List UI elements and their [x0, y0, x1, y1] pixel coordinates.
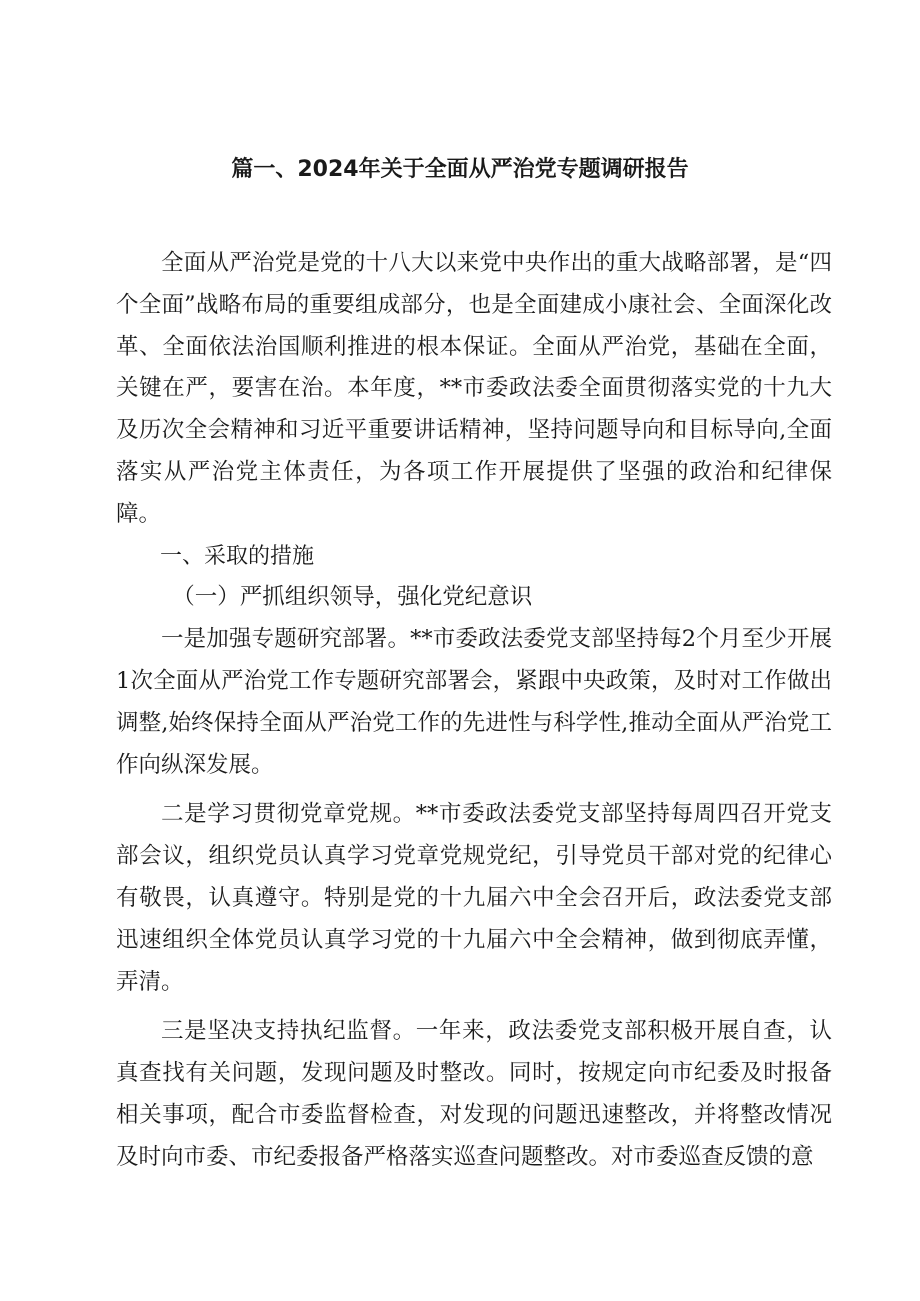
document-body	[116, 243, 832, 1179]
measure-item-3: 三是坚决支持执纪监督。一年来，政法委党支部积极开展自查，认真查找有关问题，发现问题及时整改。同时，按规定向市纪委及时报备相关事项，配合市委监督检查，对发现的问题迅速整改，并将整改情况及时向市委、市纪委报备严格落实巡查问题整改。对市委巡查反馈的意	[116, 1018, 832, 1170]
section-heading: 一、采取的措施	[160, 543, 315, 569]
subsection-heading: （一）严抓组织领导，强化党纪意识	[172, 584, 533, 611]
measure-item-2: 二是学习贯彻党章党规。**市委政法委党支部坚持每周四召开党支部会议，组织党员认真学习党章党规党纪，引导党员干部对党的纪律心有敬畏，认真遵守。特别是党的十九届六中全会召开后，政法委党支部迅速组织全体党员认真学习党的十九届六中全会精神，做到彻底弄懂，弄清。	[116, 801, 832, 995]
measure-item-1: 一是加强专题研究部署。**市委政法委党支部坚持每2个月至少开展1次全面从严治党工作专题研究部署会，紧跟中央政策，及时对工作做出调整,始终保持全面从严治党工作的先进性与科学性,推动全面从严治党工作向纵深发展。	[116, 626, 832, 778]
intro-paragraph: 全面从严治党是党的十八大以来党中央作出的重大战略部署，是“四个全面”战略布局的重要组成部分，也是全面建成小康社会、全面深化改革、全面依法治国顺利推进的根本保证。全面从严治党，基础在全面，关键在严，要害在治。本年度，**市委政法委全面贯彻落实党的十九大及历次全会精神和习近平重要讲话精神，坚持问题导向和目标导向,全面落实从严治党主体责任，为各项工作开展提供了坚强的政治和纪律保障。	[116, 250, 832, 527]
document-title: 篇一、2024年关于全面从严治党专题调研报告	[231, 157, 689, 182]
